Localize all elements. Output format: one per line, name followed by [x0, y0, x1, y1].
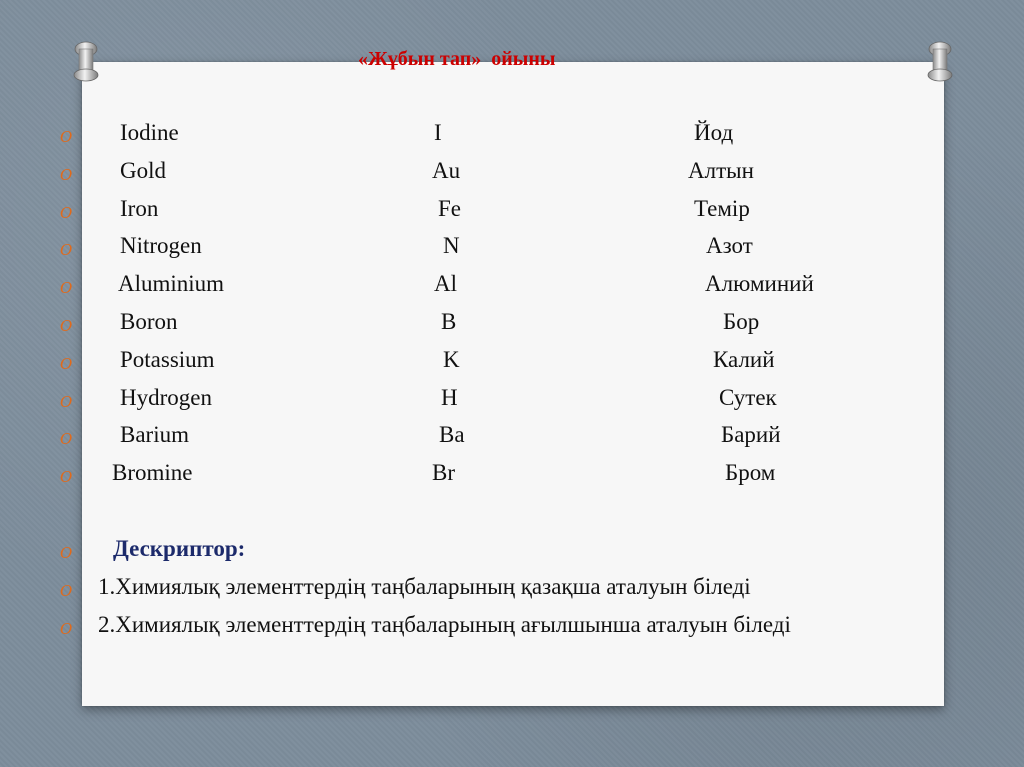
element-name-en: Hydrogen — [120, 384, 212, 410]
orange-italic-o-bullet-icon: O — [60, 392, 73, 411]
element-name-en: Bromine — [112, 460, 193, 486]
element-name-kk: Калий — [713, 346, 775, 372]
element-symbol: N — [443, 233, 460, 259]
orange-italic-o-bullet-icon: O — [60, 354, 73, 373]
element-name-en: Boron — [120, 309, 178, 334]
element-name-en: Iodine — [120, 120, 179, 145]
orange-italic-o-bullet-icon: O — [60, 241, 73, 260]
element-name-kk: Азот — [706, 233, 753, 259]
pushpin-icon — [925, 40, 955, 92]
orange-italic-o-bullet-icon: O — [60, 544, 73, 562]
pushpin-icon — [71, 40, 101, 92]
orange-italic-o-bullet-icon: O — [60, 582, 73, 600]
element-name-kk: Темір — [694, 195, 750, 221]
element-symbol: Br — [432, 460, 455, 486]
element-name-kk: Алюминий — [705, 271, 814, 297]
element-symbol: Fe — [438, 195, 461, 221]
orange-italic-o-bullet-icon: O — [60, 279, 73, 298]
element-name-kk: Бром — [725, 460, 776, 486]
element-name-en: Nitrogen — [120, 233, 202, 259]
element-symbol: I — [434, 120, 442, 145]
descriptor-heading: Дескриптор: — [113, 536, 246, 561]
element-name-kk: Бор — [723, 309, 760, 334]
orange-italic-o-bullet-icon: O — [60, 468, 73, 487]
orange-italic-o-bullet-icon: O — [60, 203, 73, 222]
descriptor-item: 1.Химиялық элементтердің таңбаларының қазақша аталуын біледі — [98, 574, 751, 599]
element-symbol: Ba — [439, 422, 465, 448]
descriptor-item: 2.Химиялық элементтердің таңбаларының ағылшынша аталуын біледі — [98, 612, 791, 637]
element-name-kk: Сутек — [719, 384, 777, 410]
element-name-kk: Йод — [694, 120, 734, 145]
orange-italic-o-bullet-icon: O — [60, 620, 73, 638]
element-symbol: B — [441, 309, 457, 334]
page-title: «Жұбын тап» ойыны — [358, 48, 556, 70]
orange-italic-o-bullet-icon: O — [60, 430, 73, 449]
element-symbol: Al — [434, 271, 457, 297]
element-name-en: Barium — [120, 422, 189, 448]
element-name-en: Potassium — [120, 346, 215, 372]
element-name-kk: Барий — [721, 422, 781, 448]
element-name-en: Gold — [120, 157, 166, 183]
orange-italic-o-bullet-icon: O — [60, 165, 73, 184]
element-symbol: H — [441, 384, 458, 410]
element-name-en: Iron — [120, 195, 159, 221]
element-name-kk: Алтын — [688, 157, 754, 183]
element-symbol: Au — [432, 157, 461, 183]
element-name-en: Aluminium — [118, 271, 225, 297]
orange-italic-o-bullet-icon: O — [60, 317, 73, 335]
element-symbol: K — [443, 346, 460, 372]
orange-italic-o-bullet-icon: O — [60, 128, 73, 146]
